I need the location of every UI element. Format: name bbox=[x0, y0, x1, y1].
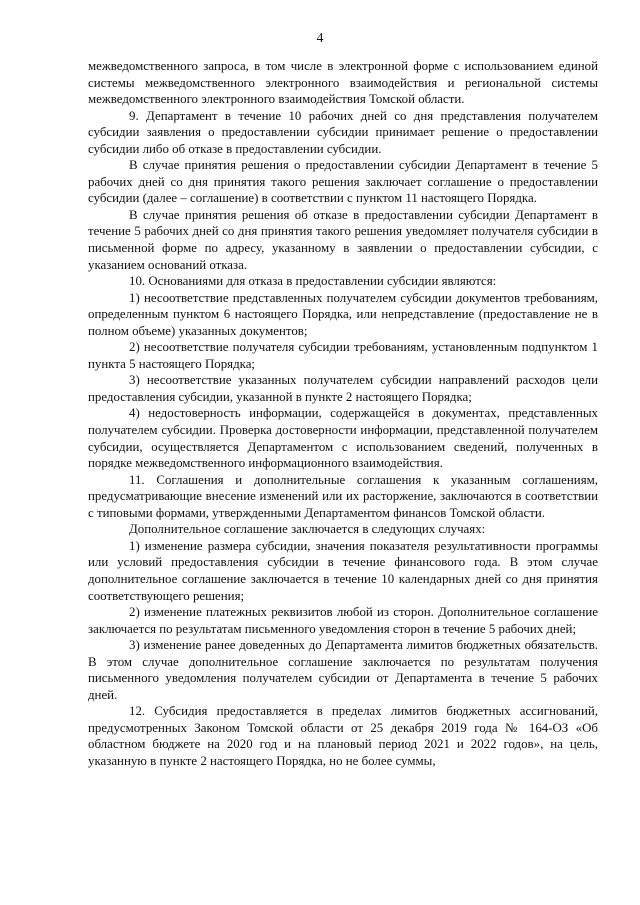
paragraph: 2) изменение платежных реквизитов любой из сторон. Дополнительное соглашение заключается по результатам письменного уведомления сторон в течение 5 рабочих дней; bbox=[88, 605, 598, 636]
paragraph: 3) несоответствие указанных получателем субсидии направлений расходов цели предоставления субсидии, указанной в пункте 2 настоящего Порядка; bbox=[88, 373, 598, 404]
paragraph: В случае принятия решения о предоставлении субсидии Департамент в течение 5 рабочих дней со дня принятия такого решения заключает соглашение о предоставлении субсидии (далее – соглашение) в соответствии с пунктом 11 настоящего Порядка. bbox=[88, 158, 598, 206]
paragraph: 9. Департамент в течение 10 рабочих дней со дня представления получателем субсидии заявления о предоставлении субсидии принимает решение о предоставлении субсидии либо об отказе в предоставлении субсидии. bbox=[88, 108, 598, 156]
paragraph: 12. Субсидия предоставляется в пределах лимитов бюджетных ассигнований, предусмотренных Законом Томской области от 25 декабря 2019 года № 164-ОЗ «Об областном бюджете на 2020 год и на плановый период 2021 и 2022 годов», на цель, указанную в пункте 2 настоящего Порядка, но не более суммы, bbox=[88, 704, 598, 768]
paragraph: В случае принятия решения об отказе в предоставлении субсидии Департамент в течение 5 рабочих дней со дня принятия такого решения уведомляет получателя субсидии в письменной форме по адресу, указанному в заявлении о предоставлении субсидии, с указанием оснований отказа. bbox=[88, 207, 598, 272]
paragraph: 4) недостоверность информации, содержащейся в документах, представленных получателем субсидии. Проверка достоверности информации, представленной получателем субсидии, осуществляется Департаментом с использованием сведений, полученных в порядке межведомственного информационного взаимодействия. bbox=[88, 406, 598, 471]
paragraph: 3) изменение ранее доведенных до Департамента лимитов бюджетных обязательств. В этом случае дополнительное соглашение заключается по результатам получения письменного уведомления получателем субсидии от Департамента в течение 5 рабочих дней. bbox=[88, 638, 598, 702]
paragraph: 1) несоответствие представленных получателем субсидии документов требованиям, определенным пунктом 6 настоящего Порядка, или непредставление (предоставление не в полном объеме) указанных документов; bbox=[88, 290, 598, 338]
paragraph: Дополнительное соглашение заключается в следующих случаях: bbox=[129, 522, 486, 537]
page-number: 4 bbox=[316, 30, 324, 45]
document-body bbox=[88, 58, 598, 770]
paragraph: 1) изменение размера субсидии, значения показателя результативности программы или условий предоставления субсидии в течение финансового года. В этом случае дополнительное соглашение заключается в течение 10 календарных дней со дня принятия соответствующего решения; bbox=[88, 538, 598, 603]
paragraph: 11. Соглашения и дополнительные соглашения к указанным соглашениям, предусматривающие внесение изменений или их расторжение, заключаются в соответствии с типовыми формами, утвержденными Департаментом финансов Томской области. bbox=[88, 472, 598, 520]
paragraph: межведомственного запроса, в том числе в электронной форме с использованием единой системы межведомственного электронного взаимодействия и региональной системы межведомственного электронного взаимодействия Томской области. bbox=[88, 59, 598, 107]
paragraph: 2) несоответствие получателя субсидии требованиям, установленным подпунктом 1 пункта 5 настоящего Порядка; bbox=[88, 340, 598, 371]
paragraph: 10. Основаниями для отказа в предоставлении субсидии являются: bbox=[129, 274, 497, 289]
